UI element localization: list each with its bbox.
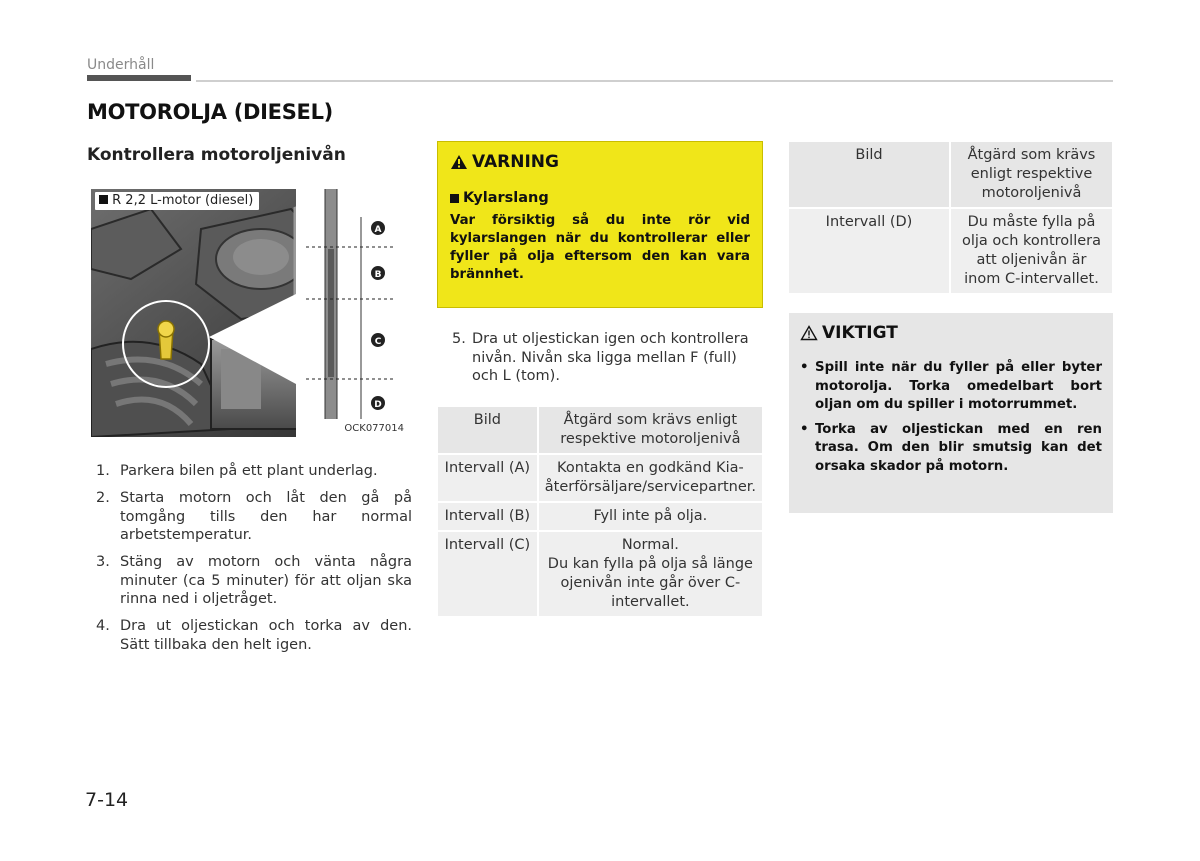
warning-title (450, 152, 750, 172)
step-number: 1. (96, 463, 110, 479)
caution-triangle-icon (800, 325, 818, 341)
interval-cell: Intervall (C) (438, 531, 538, 616)
important-item (800, 421, 1102, 477)
warning-title-text: VARNING (472, 152, 559, 172)
step-number: 2. (96, 490, 110, 506)
bullet-icon: • (800, 360, 809, 375)
column-header-bild: Bild (438, 407, 538, 454)
action-cell: Normal. Du kan fylla på olja så länge ojenivån inte går över C-intervallet. (538, 531, 762, 616)
marker-a: A (374, 225, 382, 235)
interval-cell: Intervall (A) (438, 454, 538, 502)
warning-triangle-icon (450, 154, 468, 170)
warning-box (437, 141, 763, 308)
interval-cell: Intervall (D) (789, 208, 950, 293)
table-row (789, 208, 1112, 293)
important-item-text: Torka av oljestickan med en ren trasa. Om den blir smutsig kan det orsaka skador på motorn. (815, 421, 1102, 474)
page-number: 7-14 (85, 789, 129, 811)
step-5-text: Dra ut oljestickan igen och kontrollera nivån. Nivån ska ligga mellan F (full) och L (tom). (472, 331, 749, 384)
oil-level-table (438, 407, 762, 616)
important-box (789, 313, 1113, 513)
important-item (800, 359, 1102, 415)
step-item (96, 617, 412, 654)
interval-cell: Intervall (B) (438, 502, 538, 531)
warning-subtitle (450, 190, 750, 206)
step-item (96, 489, 412, 545)
oil-level-table-continued (789, 142, 1112, 293)
column-header-bild: Bild (789, 142, 950, 208)
important-item-text: Spill inte när du fyller på eller byter motorolja. Torka omedelbart bort oljan om du spiller i motorrummet. (815, 360, 1102, 412)
header-rule-dark (87, 75, 191, 81)
table-row (438, 502, 762, 531)
steps-list (96, 462, 412, 663)
step-5-number: 5. (452, 331, 466, 347)
action-cell: Du måste fylla på olja och kontrollera att oljenivån är inom C-intervallet. (950, 208, 1112, 293)
square-bullet-icon (450, 194, 459, 203)
section-label: Underhåll (87, 57, 155, 73)
table-row (438, 454, 762, 502)
step-text: Dra ut oljestickan och torka av den. Sätt tillbaka den helt igen. (120, 618, 412, 653)
figure-caption (95, 192, 259, 210)
step-5 (452, 330, 762, 386)
step-item (96, 553, 412, 609)
warning-body: Var försiktig så du inte rör vid kylarslangen när du kontrollerar eller fyller på olja eftersom den kan vara brännhet. (450, 213, 750, 282)
important-title-text: VIKTIGT (822, 323, 898, 343)
marker-c: C (374, 337, 382, 347)
square-bullet-icon (99, 195, 108, 204)
table-header-row (789, 142, 1112, 208)
page-title: MOTOROLJA (DIESEL) (87, 100, 333, 124)
warning-subtitle-text: Kylarslang (463, 190, 549, 206)
step-text: Parkera bilen på ett plant underlag. (120, 463, 378, 479)
table-header-row (438, 407, 762, 454)
marker-d: D (374, 400, 382, 410)
step-text: Stäng av motorn och vänta några minuter (ca 5 minuter) för att oljan ska rinna ned i oljetråget. (120, 554, 412, 607)
table-row (438, 531, 762, 616)
step-text: Starta motorn och låt den gå på tomgång tills den har normal arbetstemperatur. (120, 490, 412, 543)
engine-illustration (91, 189, 408, 437)
marker-b: B (374, 270, 382, 280)
important-title (800, 323, 1102, 343)
section-subtitle: Kontrollera motoroljenivån (87, 145, 346, 165)
action-cell: Fyll inte på olja. (538, 502, 762, 531)
figure-caption-text: R 2,2 L-motor (diesel) (112, 193, 254, 208)
step-item (96, 462, 412, 481)
figure-code: OCK077014 (344, 423, 404, 434)
important-list (800, 359, 1102, 476)
header-rule-light (196, 80, 1113, 82)
engine-dipstick-figure (91, 189, 408, 437)
column-header-atgard: Åtgärd som krävs enligt respektive motoroljenivå (950, 142, 1112, 208)
column-header-atgard: Åtgärd som krävs enligt respektive motoroljenivå (538, 407, 762, 454)
action-cell: Kontakta en godkänd Kia-återförsäljare/servicepartner. (538, 454, 762, 502)
step-number: 4. (96, 618, 110, 634)
step-number: 3. (96, 554, 110, 570)
bullet-icon: • (800, 421, 809, 437)
